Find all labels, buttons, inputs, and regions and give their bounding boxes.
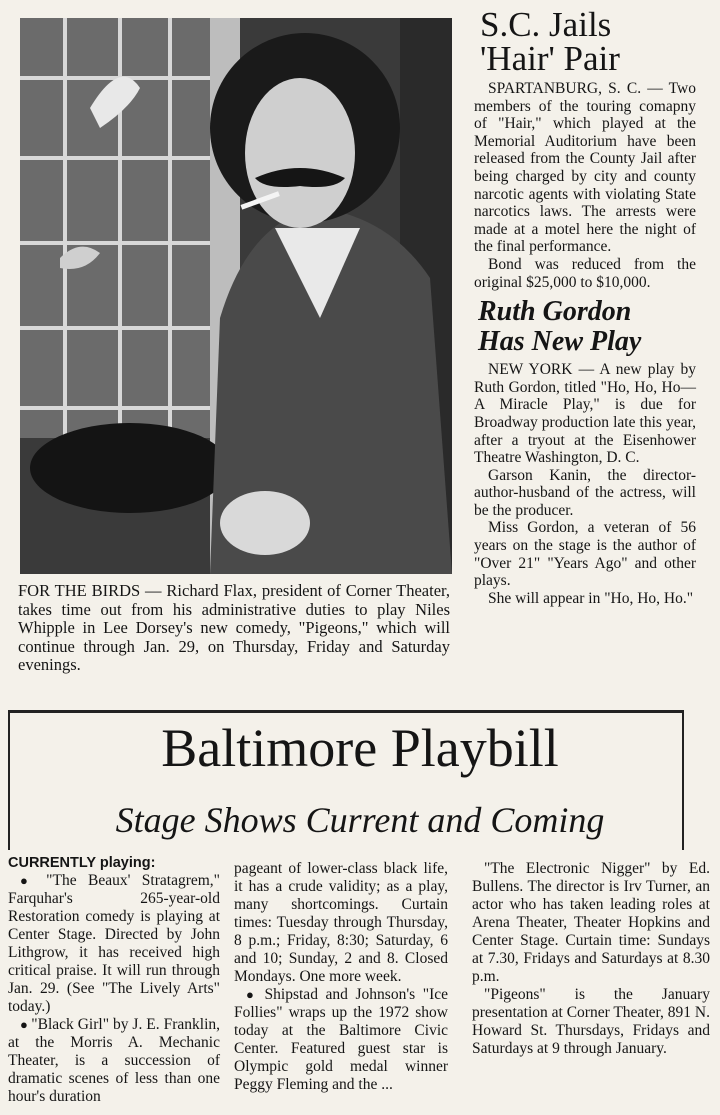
playbill-column-1 xyxy=(8,854,220,1106)
story1-paragraph: Bond was reduced from the original $25,000 to $10,000. xyxy=(474,255,696,291)
story1-headline-line1: S.C. Jails xyxy=(480,5,612,44)
currently-playing-heading: CURRENTLY playing: xyxy=(8,855,156,871)
playbill-top-rule xyxy=(8,710,684,713)
bullet-icon: ● xyxy=(246,987,265,1002)
listing-text: "The Beaux' Stratagrem," Farquhar's 265-year-old Restoration comedy is playing at Center Stage. Directed by John Lithgrow, it has received high critical praise. It will run through Jan. 29. (See "The Lively Arts" today.) xyxy=(8,872,220,1015)
portrait-photo-icon xyxy=(20,18,452,574)
story2-headline-line2: Has New Play xyxy=(478,326,642,358)
playbill-column-3 xyxy=(472,860,710,1058)
story2-headline-line1: Ruth Gordon xyxy=(478,296,632,328)
bullet-icon: ● xyxy=(20,873,47,888)
listing-text: "Black Girl" by J. E. Franklin, at the Morris A. Mechanic Theater, is a succession of dramatic scenes of less than one hour's duration xyxy=(8,1016,220,1105)
story2-headline xyxy=(478,297,696,357)
playbill-title: Baltimore Playbill xyxy=(161,718,559,778)
listing-paragraph xyxy=(8,872,220,1016)
bullet-icon: ● xyxy=(20,1017,32,1032)
listing-paragraph: pageant of lower-class black life, it has a crude validity; as a play, many shortcomings. Curtain times: Tuesday through Thursday, 8 p.m.; Friday, 8:30; Saturday, 6 and 10; Sunday, 2 and 8. Closed Mondays. One more week. xyxy=(234,860,448,985)
story2-body xyxy=(474,361,696,607)
listing-paragraph: "The Electronic Nigger" by Ed. Bullens. The director is Irv Turner, an actor who has taken leading roles at Arena Theater, Theater Hopkins and Center Stage. Curtain time: Sundays at 7.30, Fridays and Saturdays at 8.30 p.m. xyxy=(472,860,710,985)
story2-paragraph: Miss Gordon, a veteran of 56 years on the stage is the author of "Over 21" "Years Ago" and other plays. xyxy=(474,519,696,590)
story1-body xyxy=(474,80,696,291)
listing-text: Shipstad and Johnson's "Ice Follies" wraps up the 1972 show today at the Baltimore Civic Center. Featured guest star is Olympic gold medal winner Peggy Fleming and the ... xyxy=(234,986,448,1093)
listing-paragraph xyxy=(234,986,448,1094)
listing-paragraph: "Pigeons" is the January presentation at Corner Theater, 891 N. Howard St. Thursdays, Fridays and Saturdays at 9 through January. xyxy=(472,986,710,1057)
playbill-column-2 xyxy=(234,860,448,1094)
portrait-photo xyxy=(20,18,452,574)
playbill-subtitle: Stage Shows Current and Coming xyxy=(115,800,605,840)
story1-headline-line2: 'Hair' Pair xyxy=(480,39,620,78)
listing-paragraph xyxy=(8,1016,220,1106)
story2-paragraph: She will appear in "Ho, Ho, Ho." xyxy=(488,589,694,607)
right-column xyxy=(474,5,696,607)
story2-paragraph: NEW YORK — A new play by Ruth Gordon, titled "Ho, Ho, Ho—A Miracle Play," is due for Broadway production late this year, after a tryout at the Eisenhower Theatre Washington, D. C. xyxy=(474,361,696,467)
photo-caption: FOR THE BIRDS — Richard Flax, president of Corner Theater, takes time out from his administrative duties to play Niles Whipple in Lee Dorsey's new comedy, "Pigeons," which will continue through Jan. 29, on Thursday, Friday and Saturday evenings. xyxy=(18,581,450,674)
story1-headline xyxy=(480,5,696,78)
story1-paragraph: SPARTANBURG, S. C. — Two members of the touring comapny of "Hair," which played at the Memorial Auditorium have been released from the County Jail after being charged by city and county narcotic agents with violating State narcotics laws. The arrests were made at a motel here the night of the final performance. xyxy=(474,80,696,256)
story2-paragraph: Garson Kanin, the director-author-husband of the actress, will be the producer. xyxy=(474,466,696,519)
